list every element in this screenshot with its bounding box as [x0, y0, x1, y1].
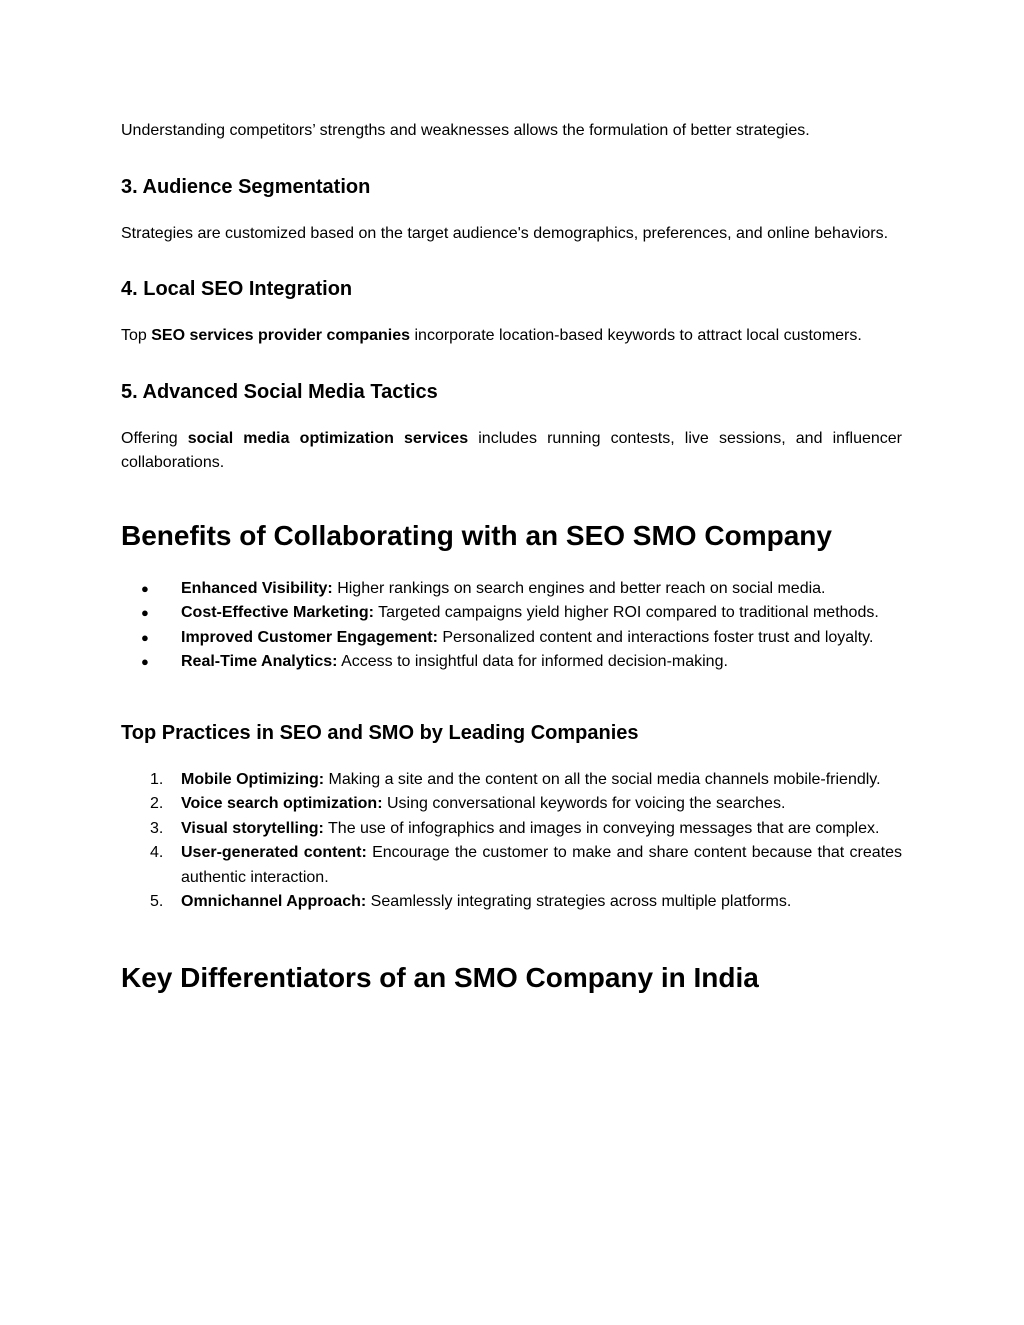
- list-item: [121, 817, 902, 842]
- practices-heading: Top Practices in SEO and SMO by Leading Companies: [121, 721, 639, 744]
- benefit-term: Cost-Effective Marketing:: [181, 604, 374, 621]
- benefit-term: Improved Customer Engagement:: [181, 628, 438, 646]
- bullet-icon: ●: [141, 629, 149, 645]
- bullet-icon: ●: [141, 580, 149, 596]
- practice-desc: Using conversational keywords for voicing the searches.: [382, 795, 786, 812]
- audience-segmentation-paragraph: Strategies are customized based on the target audience's demographics, preferences, and online behaviors.: [121, 224, 889, 242]
- practice-desc: The use of infographics and images in conveying messages that are complex.: [323, 819, 880, 837]
- social-tactics-bold-term: social media optimization services: [187, 429, 469, 447]
- list-item: [121, 577, 902, 602]
- list-number: 1.: [150, 770, 164, 788]
- list-item: [121, 650, 902, 675]
- list-item: [121, 841, 902, 890]
- practice-desc: Encourage the customer to make and share content because that creates authentic interaction.: [181, 844, 902, 886]
- list-item: [121, 601, 902, 626]
- social-tactics-text-post: includes running contests, live sessions, and influencer collaborations.: [121, 429, 902, 471]
- bullet-icon: ●: [141, 654, 149, 669]
- list-item: [121, 768, 902, 793]
- benefit-term: Real-Time Analytics:: [181, 653, 338, 670]
- benefit-term: Enhanced Visibility:: [181, 579, 333, 597]
- list-number: 3.: [150, 819, 164, 837]
- local-seo-paragraph: [121, 324, 902, 349]
- list-item: [121, 626, 902, 651]
- section-heading-social-media-tactics: 5. Advanced Social Media Tactics: [121, 380, 438, 403]
- social-media-tactics-paragraph: [121, 427, 902, 476]
- document-content: [121, 119, 902, 995]
- benefits-list: [121, 577, 902, 675]
- local-seo-bold-term: SEO services provider companies: [151, 327, 411, 344]
- practice-term: Omnichannel Approach:: [181, 893, 367, 910]
- practice-desc: Seamlessly integrating strategies across multiple platforms.: [366, 893, 792, 910]
- list-number: 4.: [150, 844, 164, 861]
- benefit-desc: Personalized content and interactions foster trust and loyalty.: [437, 628, 874, 646]
- local-seo-text-pre: Top: [121, 327, 152, 344]
- section-heading-audience-segmentation: 3. Audience Segmentation: [121, 175, 371, 198]
- list-number: 5.: [150, 893, 164, 910]
- benefit-desc: Targeted campaigns yield higher ROI compared to traditional methods.: [373, 604, 879, 621]
- practice-term: User-generated content:: [181, 844, 367, 861]
- benefit-desc: Access to insightful data for informed decision-making.: [337, 653, 728, 670]
- benefits-heading: Benefits of Collaborating with an SEO SMO Company: [121, 519, 832, 551]
- list-number: 2.: [150, 795, 164, 812]
- intro-paragraph: Understanding competitors’ strengths and weaknesses allows the formulation of better strategies.: [121, 122, 810, 139]
- bullet-icon: ●: [141, 605, 149, 620]
- practice-desc: Making a site and the content on all the social media channels mobile-friendly.: [324, 770, 881, 788]
- local-seo-text-post: incorporate location-based keywords to attract local customers.: [410, 327, 862, 344]
- differentiators-heading: Key Differentiators of an SMO Company in India: [121, 961, 759, 993]
- section-heading-local-seo: 4. Local SEO Integration: [121, 278, 353, 300]
- practices-list: [121, 768, 902, 915]
- practice-term: Visual storytelling:: [181, 819, 324, 837]
- benefit-desc: Higher rankings on search engines and better reach on social media.: [332, 579, 826, 597]
- list-item: [121, 890, 902, 915]
- social-tactics-text-pre: Offering: [121, 429, 188, 447]
- list-item: [121, 792, 902, 817]
- practice-term: Mobile Optimizing:: [181, 770, 325, 788]
- practice-term: Voice search optimization:: [181, 795, 383, 812]
